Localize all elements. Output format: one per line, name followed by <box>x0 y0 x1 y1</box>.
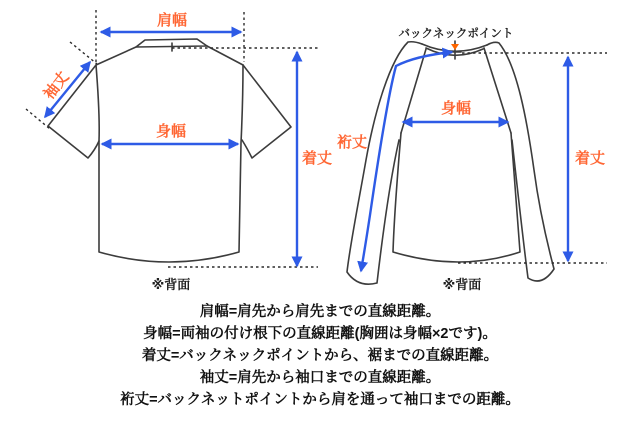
note-sleeve-length: 袖丈=肩先から袖口までの直線距離。 <box>199 370 441 386</box>
tshirt-measure-arrows <box>45 32 297 266</box>
guide-sleeve-top-diagonal <box>70 42 97 64</box>
tshirt-body <box>96 65 243 262</box>
note-body-length: 着丈=バックネックポイントから、裾までの直線距離。 <box>141 348 499 364</box>
tshirt-shoulders <box>96 46 243 65</box>
tshirt-back-outline <box>48 39 291 262</box>
sleeve-reach-label: 裄丈 <box>336 134 368 151</box>
body-length-label-left: 着丈 <box>302 150 333 167</box>
sleeve-length-label: 袖丈 <box>40 68 73 103</box>
note-shoulder-width: 肩幅=肩先から肩先までの直線距離。 <box>199 304 441 320</box>
sleeve-reach-arrow <box>361 52 452 271</box>
longsleeve-measure-arrows <box>361 52 568 271</box>
longsleeve-body <box>393 133 520 262</box>
tshirt-right-sleeve <box>242 65 291 158</box>
guide-sleeve-cuff-diagonal <box>26 109 50 129</box>
back-neck-point-marker <box>451 44 459 50</box>
longsleeve-right-sleeve <box>487 42 554 281</box>
measurement-definitions <box>0 301 640 411</box>
body-width-label-left: 身幅 <box>155 123 187 140</box>
note-body-width: 身幅=両袖の付け根下の直線距離(胸囲は身幅×2です)。 <box>143 326 497 342</box>
back-view-note-right: ※背面 <box>442 277 482 292</box>
back-neck-point-label: バックネックポイント <box>398 28 514 40</box>
note-sleeve-reach: 裄丈=バックネットポイントから肩を通って袖口までの距離。 <box>120 392 520 408</box>
longsleeve-left-sleeve <box>347 42 422 284</box>
back-view-note-left: ※背面 <box>151 277 191 292</box>
body-width-label-right: 身幅 <box>440 100 472 117</box>
shoulder-width-label: 肩幅 <box>156 12 188 29</box>
longsleeve-right-raglan-seam <box>484 48 511 133</box>
body-length-label-right: 着丈 <box>575 150 606 167</box>
